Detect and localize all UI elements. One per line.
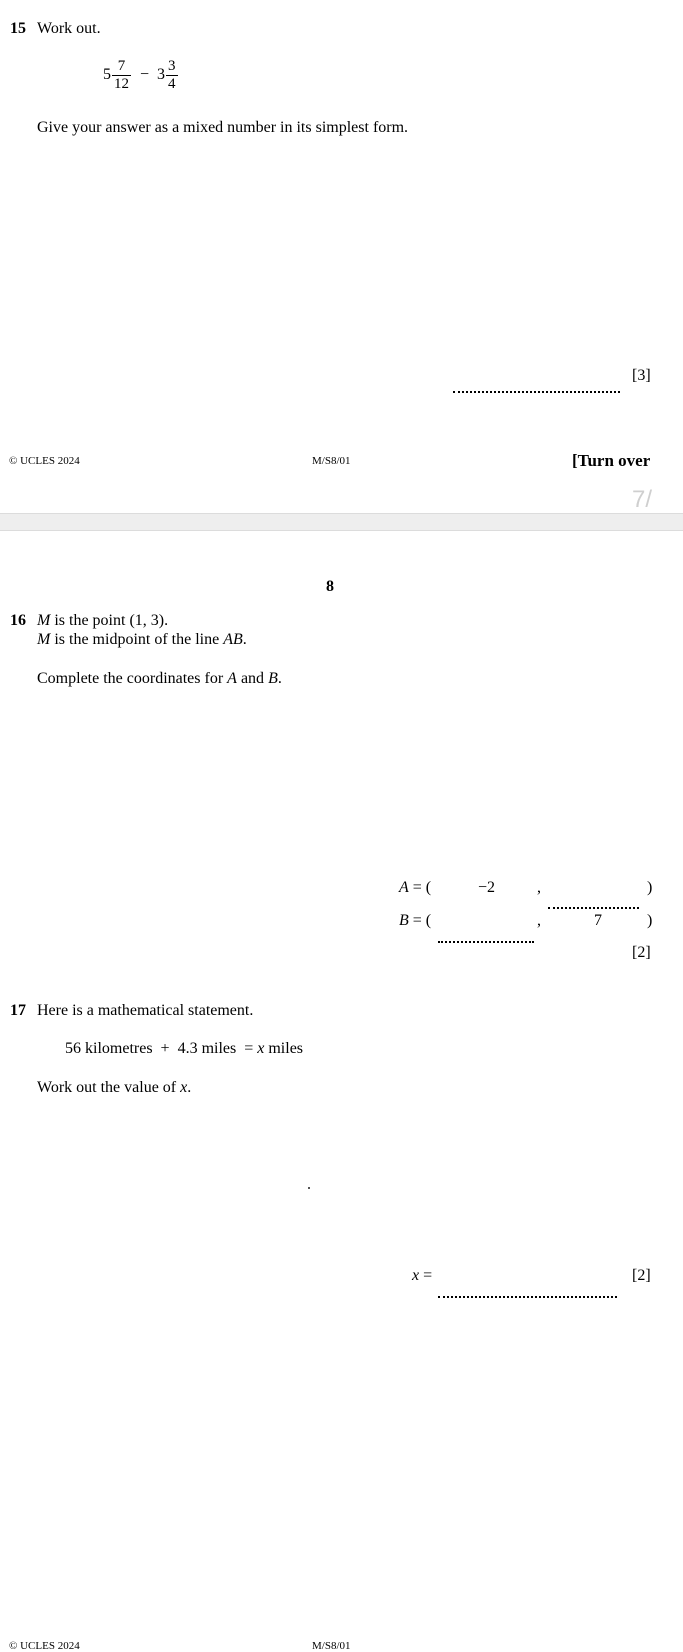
answer-equals: = (423, 1267, 433, 1284)
footer-copyright: © UCLES 2024 (9, 1640, 80, 1652)
a-x-value: −2 (478, 879, 496, 896)
var-b: B (268, 670, 278, 687)
a-coordinate-label (399, 879, 431, 897)
q17-instruction (37, 1079, 191, 1097)
equals-open: = ( (412, 912, 432, 929)
footer-code: M/S8/01 (312, 1640, 351, 1652)
q16-line2 (37, 631, 247, 649)
stray-mark (308, 1187, 310, 1189)
equals-open: = ( (412, 879, 432, 896)
b-y-value: 7 (594, 912, 602, 929)
marks-q15: [3] (632, 367, 651, 384)
marks-q17: [2] (632, 1267, 651, 1284)
var-a: A (227, 670, 237, 687)
fraction-2 (166, 58, 178, 93)
question-number: 16 (10, 612, 26, 629)
statement-text: 56 kilometres + 4.3 miles = (65, 1040, 254, 1057)
minus-operator: − (140, 66, 150, 84)
whole-part-1: 5 (103, 66, 111, 84)
denominator-1: 12 (114, 76, 129, 92)
q16-line2-end: . (242, 631, 247, 648)
var-x: x (412, 1267, 420, 1284)
var-x: x (257, 1040, 265, 1057)
a-close-paren: ) (647, 879, 653, 896)
numerator-2: 3 (168, 58, 176, 74)
numerator-1: 7 (112, 58, 131, 76)
marks-q16: [2] (632, 944, 651, 961)
turn-over: [Turn over (572, 451, 651, 470)
q17-statement (65, 1040, 303, 1058)
var-x: x (180, 1079, 188, 1096)
q16-and: and (240, 670, 265, 687)
var-m: M (37, 612, 51, 629)
q16-line1-text: is the point (1, 3). (54, 612, 169, 629)
q16-instruction-text: Complete the coordinates for (37, 670, 224, 687)
var-b: B (399, 912, 409, 929)
x-answer-label (412, 1267, 432, 1285)
q17-intro: Here is a mathematical statement. (37, 1002, 254, 1019)
var-ab: AB (223, 631, 243, 648)
q16-instruction (37, 670, 282, 688)
answer-line-q15[interactable] (453, 380, 620, 398)
answer-line-q17[interactable] (438, 1285, 617, 1303)
answer-instruction: Give your answer as a mixed number in its simplest form. (37, 119, 409, 136)
denominator-2: 4 (168, 76, 176, 92)
b-coordinate-label (399, 912, 431, 930)
a-comma: , (537, 879, 541, 896)
q16-line1 (37, 612, 168, 630)
page-watermark: 7/ (632, 486, 653, 513)
page-number: 8 (326, 578, 334, 595)
mixed-number-expression (103, 58, 179, 93)
q17-instruction-end: . (187, 1079, 192, 1096)
whole-part-2: 3 (157, 66, 166, 84)
b-comma: , (537, 912, 541, 929)
var-a: A (399, 879, 409, 896)
q16-period: . (277, 670, 282, 687)
footer-copyright: © UCLES 2024 (9, 455, 80, 467)
fraction-1 (112, 58, 131, 93)
question-instruction: Work out. (37, 20, 101, 37)
q16-line2-text: is the midpoint of the line (54, 631, 220, 648)
question-number: 17 (10, 1002, 26, 1019)
b-x-answer-line[interactable] (438, 930, 534, 948)
statement-unit: miles (268, 1040, 304, 1057)
question-number: 15 (10, 20, 26, 37)
var-m: M (37, 631, 51, 648)
q17-instruction-text: Work out the value of (37, 1079, 177, 1096)
footer-code: M/S8/01 (312, 455, 351, 467)
b-close-paren: ) (647, 912, 653, 929)
page-separator (0, 513, 683, 531)
